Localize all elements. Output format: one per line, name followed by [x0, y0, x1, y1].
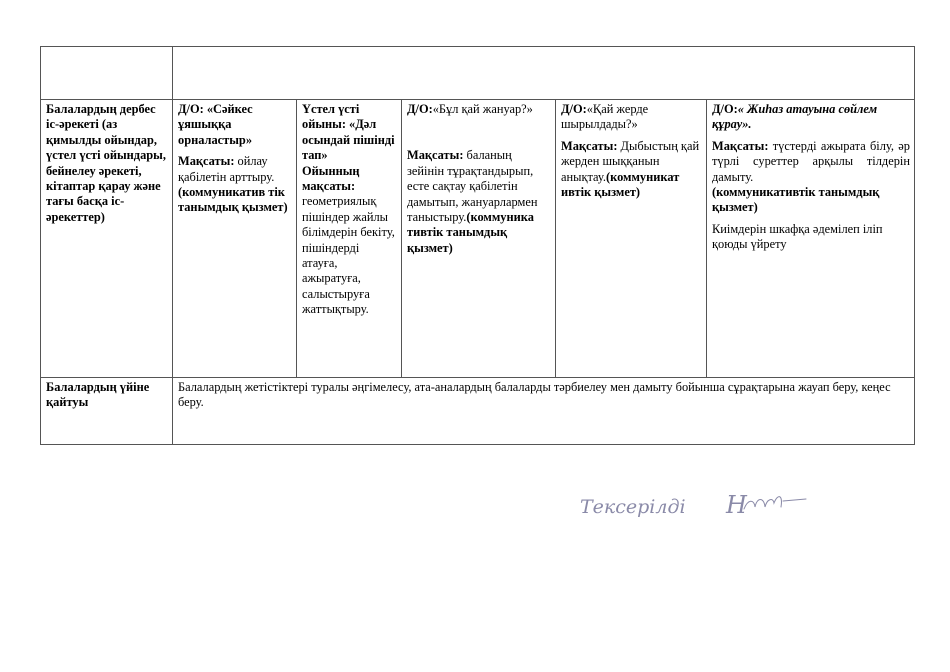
activity-3-goal-label: Мақсаты:: [407, 148, 464, 163]
activity-4-title-prefix: Д/О:: [561, 102, 587, 116]
activity-5-extra: Киімдерін шкафқа әдемілеп іліп қоюды үйрету: [712, 221, 883, 252]
activity-5-title-rest: « Жиһаз атауына сөйлем құрау».: [712, 102, 878, 132]
activity-4-goal: [561, 139, 702, 201]
daily-plan-table: [40, 46, 915, 445]
row-content-going-home: Балалардың жетістіктері туралы әңгімелесу, ата-аналардың балаларды тәрбиелеу мен дамыту бойынша сұрақтарына жауап беру, кеңес беру.: [173, 378, 915, 445]
activity-5-type: (коммуникативтік танымдық қызмет): [712, 185, 880, 215]
activity-3-title-rest: «Бұл қай жануар?»: [432, 102, 533, 116]
activity-1-goal: [178, 154, 292, 185]
activity-4-goal-text: Дыбыстың қай жерден шыққанын анықтау.: [561, 138, 700, 184]
row-label-going-home: Балалардың үйіне қайтуы: [41, 378, 173, 445]
activity-3-title-prefix: Д/О:: [407, 102, 433, 116]
handwritten-signature: [578, 485, 818, 525]
activity-5-goal-label: Мақсаты:: [712, 138, 769, 153]
activity-3-title: [407, 102, 551, 117]
activity-cell-1: [173, 100, 297, 378]
activity-cell-4: [556, 100, 707, 378]
activity-1-type: (коммуникатив тік танымдық қызмет): [178, 185, 288, 215]
row-label-independent-activity: Балалардың дербес іс-әрекеті (аз қимылды ойындар, үстел үсті ойындары, бейнелеу әрекеті, кітаптар қарау және тағы басқа іс-әрекеттер): [41, 100, 173, 378]
activity-3-goal-text: баланың зейінін тұрақтандырып, есте сақтау қабілетін дамытып, жануарлармен таныстыру.: [407, 148, 538, 225]
activity-5-title: [712, 102, 910, 133]
signature-initials: Н: [726, 491, 747, 519]
activity-1-goal-label: Мақсаты:: [178, 154, 235, 169]
activity-3-goal: [407, 148, 551, 256]
activity-4-type: (коммуникат ивтік қызмет): [561, 169, 680, 200]
activity-5-goal: [712, 139, 910, 185]
activity-cell-2: [297, 100, 402, 378]
signature-text: Тексерілді: [580, 496, 686, 518]
activity-1-title: Д/О: «Сәйкес ұяшыққа орналастыр»: [178, 102, 253, 147]
activity-1-goal-text: ойлау қабілетін арттыру.: [178, 154, 275, 184]
table-row-empty: [41, 47, 915, 100]
table-row-independent-activity: [41, 100, 915, 378]
row-label-empty: [41, 47, 173, 100]
activity-5-title-prefix: Д/О:: [712, 102, 738, 116]
activity-2-goal-label: Ойынның мақсаты:: [302, 163, 360, 194]
activity-3-type: (коммуника тивтік танымдық қызмет): [407, 210, 534, 255]
activity-5-goal-text: түстерді ажырата білу, әр түрлі суреттер арқылы тілдерін дамыту.: [712, 138, 910, 184]
activity-4-title: [561, 102, 702, 133]
activity-2-title: Үстел үсті ойыны: «Дәл осындай пішінді тап»: [302, 102, 395, 163]
activity-4-goal-label: Мақсаты:: [561, 138, 618, 153]
row-content-empty: [173, 47, 915, 100]
table-row-going-home: [41, 378, 915, 445]
activity-2-goal-text: геометриялық пішіндер жайлы білімдерін бекіту, пішіндерді атауға, ажыратуға, салыстыруға жаттықтыру.: [302, 194, 395, 317]
activity-cell-5: [707, 100, 915, 378]
activity-cell-3: [402, 100, 556, 378]
activity-4-title-rest: «Қай жерде шырылдады?»: [561, 102, 649, 132]
